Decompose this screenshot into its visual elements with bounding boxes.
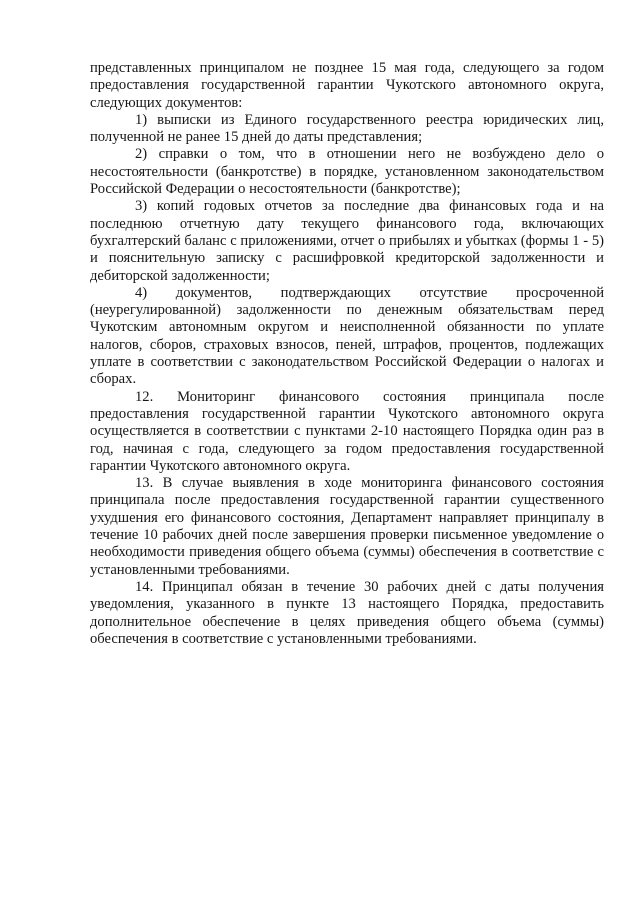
- paragraph-item-2: 2) справки о том, что в отношении него не возбуждено дело о несостоятельности (банкротстве) в порядке, установленном законодательством Российской Федерации о несостоятельности (банкротстве);: [90, 146, 604, 198]
- paragraph-item-1: 1) выписки из Единого государственного реестра юридических лиц, полученной не ранее 15 дней до даты представления;: [90, 111, 604, 146]
- paragraph-continuation: представленных принципалом не позднее 15 мая года, следующего за годом предоставления государственной гарантии Чукотского автономного округа, следующих документов:: [90, 60, 604, 111]
- paragraph-item-4: 4) документов, подтверждающих отсутствие просроченной (неурегулированной) задолженности по денежным обязательствам перед Чукотским автономным округом и неисполненной обязанности по уплате налогов, сборов, страховых взносов, пеней, штрафов, процентов, подлежащих уплате в соответствии с законодательством Российской Федерации о налогах и сборах.: [90, 284, 604, 388]
- paragraph-clause-12: 12. Мониторинг финансового состояния принципала после предоставления государственной гарантии Чукотского автономного округа осуществляется в соответствии с пунктами 2-10 настоящего Порядка один раз в год, начиная с года, следующего за годом предоставления государственной гарантии Чукотского автономного округа.: [90, 388, 604, 474]
- paragraph-item-3: 3) копий годовых отчетов за последние два финансовых года и на последнюю отчетную дату текущего финансового года, включающих бухгалтерский баланс с приложениями, отчет о прибылях и убытках (формы 1 - 5) и пояснительную записку с расшифровкой кредиторской задолженности и дебиторской задолженности;: [90, 198, 604, 284]
- paragraph-clause-14: 14. Принципал обязан в течение 30 рабочих дней с даты получения уведомления, указанного в пункте 13 настоящего Порядка, предоставить дополнительное обеспечение в целях приведения общего объема (суммы) обеспечения в соответствие с установленными требованиями.: [90, 578, 604, 647]
- document-body: [90, 60, 604, 648]
- paragraph-clause-13: 13. В случае выявления в ходе мониторинга финансового состояния принципала после предоставления государственной гарантии существенного ухудшения его финансового состояния, Департамент направляет принципалу в течение 10 рабочих дней после завершения проверки письменное уведомление о необходимости приведения общего объема (суммы) обеспечения в соответствие с установленными требованиями.: [90, 475, 604, 578]
